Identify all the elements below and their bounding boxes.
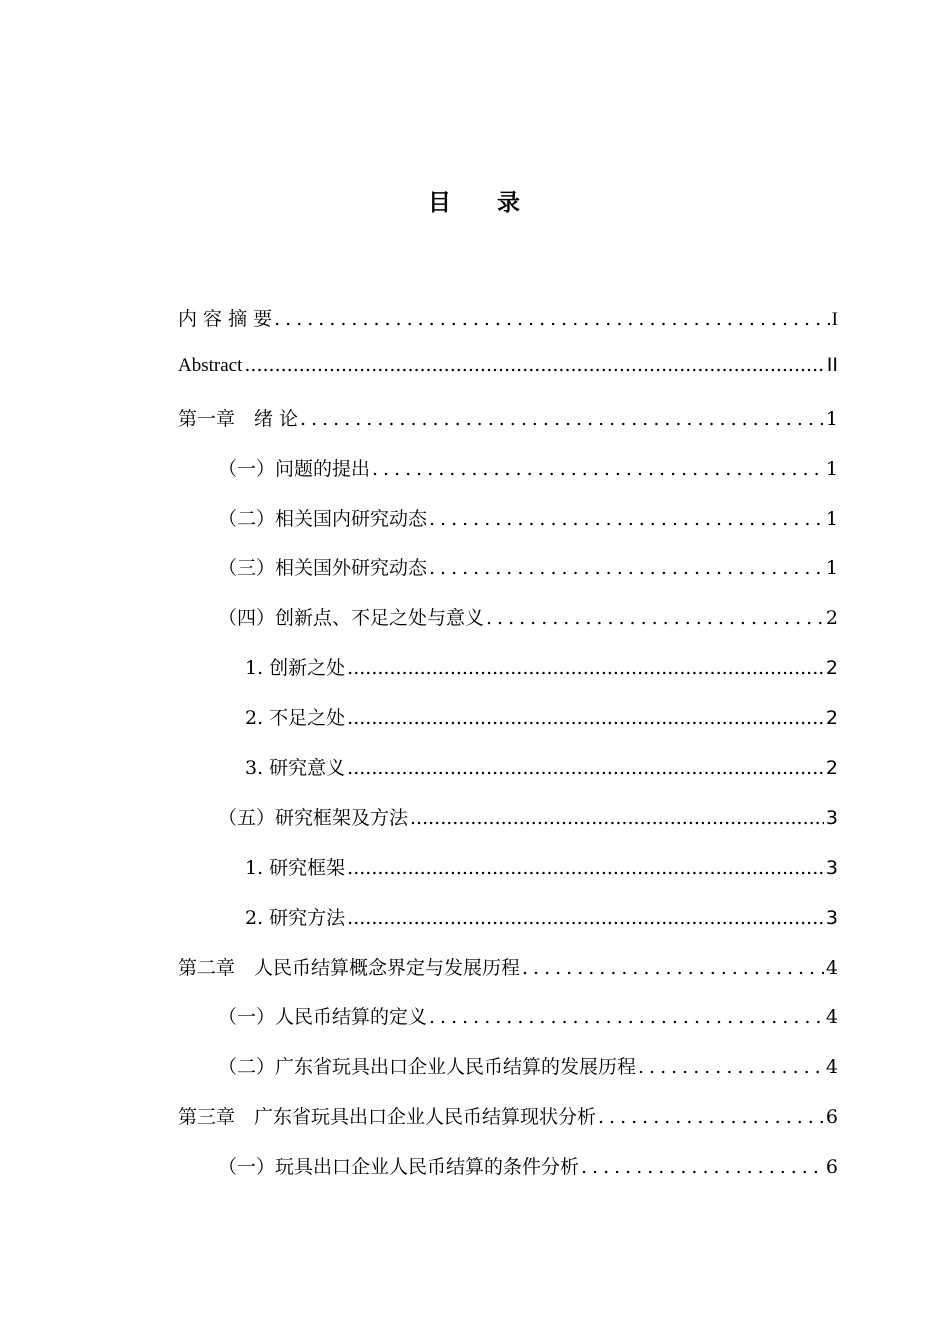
toc-entry-label: （五）研究框架及方法 — [218, 806, 409, 829]
toc-title-char-2: 录 — [497, 190, 522, 216]
dot-leader — [429, 1006, 824, 1028]
toc-entry-label: 1. 研究框架 — [245, 856, 346, 879]
toc-entry-1-2[interactable] — [178, 504, 838, 554]
toc-entry-label: （一）人民币结算的定义 — [218, 1006, 428, 1029]
toc-entry-label: （三）相关国外研究动态 — [218, 557, 428, 580]
toc-entry-page: 4 — [825, 1056, 838, 1079]
dot-leader — [486, 607, 824, 629]
toc-entry-page: 2 — [825, 657, 838, 680]
toc-entry-label: 1. 创新之处 — [245, 657, 346, 680]
dot-leader — [372, 458, 824, 480]
toc-entry-page: 1 — [825, 507, 838, 530]
toc-title — [0, 184, 950, 217]
dot-leader — [429, 557, 824, 579]
toc-entry-page: 1 — [825, 457, 838, 480]
toc-entry-1-1[interactable] — [178, 454, 838, 504]
toc-entry-label: 2. 不足之处 — [245, 707, 346, 730]
toc-entry-label: 第一章 绪 论 — [178, 407, 299, 430]
dot-leader — [300, 408, 824, 430]
toc-entry-1-4-2[interactable] — [178, 703, 838, 753]
toc-entry-1-4-3[interactable] — [178, 753, 838, 803]
dot-leader — [347, 707, 824, 729]
toc-entry-label: Abstract — [178, 354, 243, 376]
toc-entry-page: 2 — [825, 707, 838, 730]
toc-entry-1-5-1[interactable] — [178, 853, 838, 903]
dot-leader — [581, 1156, 824, 1178]
dot-leader — [429, 508, 824, 530]
toc-title-char-1: 目 — [428, 190, 453, 216]
toc-entry-2-2[interactable] — [178, 1052, 838, 1102]
toc-entry-label: 内 容 摘 要 — [178, 308, 273, 330]
toc-entry-label: （一）问题的提出 — [218, 457, 371, 480]
dot-leader — [244, 354, 824, 376]
toc-entry-label: 第三章 广东省玩具出口企业人民币结算现状分析 — [178, 1106, 597, 1129]
toc-entry-page: 1 — [825, 557, 838, 580]
toc-entry-chapter-2[interactable] — [178, 953, 838, 1003]
dot-leader — [347, 907, 824, 929]
dot-leader — [347, 857, 824, 879]
toc-entry-2-1[interactable] — [178, 1002, 838, 1052]
toc-entry-label: 3. 研究意义 — [245, 757, 346, 780]
toc-entry-page: 3 — [825, 806, 838, 829]
toc-entry-page: 3 — [825, 906, 838, 929]
toc-entry-page: 3 — [825, 856, 838, 879]
table-of-contents — [178, 304, 838, 1202]
dot-leader — [410, 807, 824, 829]
dot-leader — [638, 1056, 824, 1078]
dot-leader — [598, 1106, 824, 1128]
toc-entry-chapter-1[interactable] — [178, 404, 838, 454]
toc-entry-page: 6 — [825, 1106, 838, 1129]
toc-entry-page: 2 — [825, 757, 838, 780]
toc-entry-label: （二）广东省玩具出口企业人民币结算的发展历程 — [218, 1056, 637, 1079]
toc-entry-abstract-cn[interactable] — [178, 304, 838, 354]
toc-entry-chapter-3[interactable] — [178, 1102, 838, 1152]
toc-entry-3-1[interactable] — [178, 1152, 838, 1202]
toc-entry-page: 1 — [825, 407, 838, 430]
toc-entry-label: （四）创新点、不足之处与意义 — [218, 607, 485, 630]
dot-leader — [347, 757, 824, 779]
toc-entry-1-4[interactable] — [178, 603, 838, 653]
toc-entry-page: I — [831, 309, 838, 330]
toc-entry-1-3[interactable] — [178, 553, 838, 603]
toc-entry-page: 4 — [825, 956, 838, 979]
toc-entry-label: （二）相关国内研究动态 — [218, 507, 428, 530]
dot-leader — [347, 657, 824, 679]
toc-entry-page: 4 — [825, 1006, 838, 1029]
toc-entry-label: 第二章 人民币结算概念界定与发展历程 — [178, 956, 521, 979]
dot-leader — [274, 308, 830, 330]
toc-entry-page: 2 — [825, 607, 838, 630]
toc-entry-label: （一）玩具出口企业人民币结算的条件分析 — [218, 1156, 580, 1179]
dot-leader — [522, 957, 824, 979]
toc-entry-1-5[interactable] — [178, 803, 838, 853]
toc-entry-page: II — [826, 353, 838, 376]
toc-entry-page: 6 — [825, 1156, 838, 1179]
toc-entry-abstract-en[interactable] — [178, 354, 838, 404]
toc-entry-1-5-2[interactable] — [178, 903, 838, 953]
toc-entry-label: 2. 研究方法 — [245, 906, 346, 929]
toc-entry-1-4-1[interactable] — [178, 653, 838, 703]
